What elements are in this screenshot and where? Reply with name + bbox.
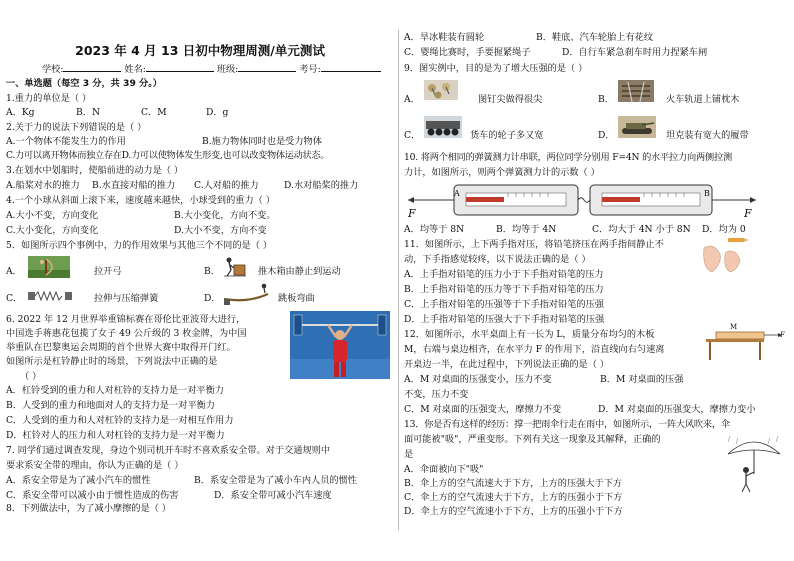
q13-option-a: A．伞面被向下"吸" — [404, 464, 484, 475]
q9-option-a: 图钉尖做得很尖 — [478, 94, 543, 105]
q5-letter-c: C． — [6, 293, 23, 304]
q8-option-a: A．旱冰鞋装有圆轮 — [404, 32, 485, 43]
q3-option-a: A.船桨对水的推力 — [6, 180, 80, 191]
weightlifter-photo — [290, 311, 390, 379]
q7-stem-2: 要求系安全带的理由，你认为正确的是（ ） — [6, 460, 184, 471]
q11-option-d: D．上手指对铅笔的压强大于下手指对铅笔的压强 — [404, 314, 605, 325]
student-info-row — [42, 62, 381, 75]
q9-option-d: 坦克装有宽大的履带 — [666, 130, 749, 141]
number-label: 考号: — [299, 64, 321, 75]
q2-option-b: B.施力物体同时也是受力物体 — [202, 136, 322, 147]
q9-option-b: 火车轨道上铺枕木 — [666, 94, 740, 105]
q7-option-a: A．系安全带是为了减小汽车的惯性 — [6, 475, 151, 486]
scale-b-letter: B — [704, 189, 710, 198]
q9-letter-d: D． — [598, 130, 615, 141]
q9-letter-b: B． — [598, 94, 614, 105]
q2-stem: 2.关于力的说法下列错误的是（ ） — [6, 122, 147, 133]
q8-option-c: C．婴绳比赛时，手要握紧绳子 — [404, 47, 531, 58]
q4-stem: 4.一个小球从斜面上滚下来，速度越来越快，小球受到的重力（ ） — [6, 195, 275, 206]
q11-stem-1: 11．如图所示，上下两手指对压，将铅笔挤压在两手指间静止不 — [404, 239, 664, 250]
column-divider — [398, 30, 399, 530]
q5-option-b: 推木箱由静止到运动 — [258, 266, 341, 277]
q5-stem: 5．如图所示四个事例中，力的作用效果与其他三个不同的是（ ） — [6, 240, 273, 251]
spring-scale-a — [454, 185, 578, 215]
number-blank[interactable] — [321, 62, 381, 72]
q12-stem-3: 开桌边一半，在此过程中，下列说法正确的是（ ） — [404, 359, 610, 370]
q12-option-d: D．M 对桌面的压强变大，摩擦力变小 — [598, 404, 756, 415]
q1-option-d: D．g — [206, 107, 229, 118]
board-label-f: F — [780, 331, 785, 339]
q12-stem-2: M，右端与桌边相齐，在水平力 F 的作用下，沿直线向右匀速离 — [404, 344, 665, 355]
q3-option-b: B.水直接对船的推力 — [92, 180, 176, 191]
q11-option-b: B．上手指对铅笔的压力等于下手指对铅笔的压力 — [404, 284, 604, 295]
name-label: 姓名: — [124, 64, 146, 75]
truck-wheels-image — [424, 116, 462, 138]
class-label: 班级: — [216, 64, 239, 75]
q12-option-c: C．M 对桌面的压强变大，摩擦力不变 — [404, 404, 562, 415]
school-label: 学校: — [42, 64, 64, 75]
q13-option-c: C．伞上方的空气流速大于下方，上方的压强小于下方 — [404, 492, 623, 503]
q6-stem-2: 中国选手蒋惠花包揽了女子 49 公斤级的 3 枚金牌，为中国 — [6, 328, 247, 339]
q10-stem-1: 10. 将两个相同的弹簧测力计串联，两位同学分别用 F=4N 的水平拉力向两侧拉测 — [404, 152, 732, 163]
school-blank[interactable] — [63, 62, 121, 72]
q3-option-d: D.水对船桨的推力 — [284, 180, 359, 191]
q6-option-a: A．杠铃受到的重力和人对杠铃的支持力是一对平衡力 — [6, 385, 224, 396]
thumbtacks-image — [424, 80, 458, 100]
q6-paren: （ ） — [20, 371, 42, 382]
rail-track-image — [618, 80, 654, 102]
q7-stem-1: 7. 同学们通过调查发现，身边个别司机开车时不喜欢系安全带。对于交通规则中 — [6, 445, 331, 456]
q1-option-c: C．M — [141, 107, 167, 118]
q6-stem-3: 举重队在巴黎奥运会周期的首个世界大赛中取得开门红。 — [6, 342, 236, 353]
q7-option-d: D．系安全带可减小汽车速度 — [214, 490, 332, 501]
fingers-pencil-image — [700, 232, 750, 276]
q6-option-d: D．杠铃对人的压力和人对杠铃的支持力是一对平衡力 — [6, 430, 225, 441]
q6-option-b: B．人受到的重力和地面对人的支持力是一对平衡力 — [6, 400, 215, 411]
q9-option-c: 货车的轮子多又宽 — [470, 130, 544, 141]
q13-stem-3: 是 — [404, 449, 414, 460]
scale-a-letter: A — [454, 189, 460, 198]
force-label-right: F — [744, 207, 752, 220]
q1-stem: 1.重力的单位是（ ） — [6, 93, 92, 104]
q11-stem-2: 动，下手指感觉较疼，以下说法正确的是（ ） — [404, 254, 591, 265]
q7-option-c: C．系安全带可以减小由于惯性造成的伤害 — [6, 490, 179, 501]
q6-option-c: C．人受到的重力和人对杠铃的支持力是一对相互作用力 — [6, 415, 234, 426]
q13-option-b: B．伞上方的空气流速大于下方，上方的压强大于下方 — [404, 478, 623, 489]
q2-option-cd: C.力可以离开物体而独立存在D.力可以使物体发生形变,也可以改变物体运动状态。 — [6, 150, 330, 161]
q6-stem-4: 如图所示是杠铃静止时的场景，下列说法中正确的是 — [6, 356, 218, 367]
q10-option-d: D．均为 0 — [702, 224, 746, 235]
board-label-m: M — [730, 323, 738, 331]
q9-letter-a: A． — [404, 94, 420, 105]
q5-letter-a: A． — [6, 266, 22, 277]
push-box-image — [224, 255, 246, 277]
q4-option-a: A.大小不变，方向变化 — [6, 210, 99, 221]
q5-letter-b: B． — [204, 266, 220, 277]
q5-option-c: 拉伸与压缩弹簧 — [94, 293, 159, 304]
q1-option-a: A．Kg — [6, 107, 35, 118]
q11-option-a: A．上手指对铅笔的压力小于下手指对铅笔的压力 — [404, 269, 604, 280]
q13-stem-2: 面可能被"吸"，严重变形。下列有关这一现象及其解释，正确的 — [404, 434, 661, 445]
name-blank[interactable] — [146, 62, 214, 72]
bow-image — [28, 256, 70, 278]
q2-option-a: A.一个物体不能发生力的作用 — [6, 136, 126, 147]
q8-stem: 8．下列做法中，为了减小摩擦的是（ ） — [6, 503, 171, 514]
q1-option-b: B．N — [76, 107, 100, 118]
q9-letter-c: C． — [404, 130, 421, 141]
q4-option-b: B.大小变化，方向不变。 — [174, 210, 276, 221]
q12-option-b: B．M 对桌面的压强 — [600, 374, 684, 385]
q10-option-b: B．均等于 4N — [496, 224, 557, 235]
force-label-left: F — [408, 207, 416, 220]
q8-option-b: B．鞋底、汽车轮胎上有花纹 — [536, 32, 654, 43]
class-blank[interactable] — [238, 62, 296, 72]
q6-stem-1: 6. 2022 年 12 月世界举重锦标赛在哥伦比亚波哥大进行， — [6, 314, 246, 325]
tank-image — [618, 116, 656, 138]
spring-image — [28, 288, 72, 304]
umbrella-image — [724, 436, 784, 494]
diving-board-image — [224, 283, 272, 305]
q5-letter-d: D． — [204, 293, 221, 304]
q13-stem-1: 13．你是否有这样的经历：撑一把雨伞行走在雨中，如图所示，一阵大风吹来，伞 — [404, 419, 730, 430]
q7-option-b: B．系安全带是为了减小车内人员的惯性 — [194, 475, 357, 486]
q4-option-d: D.大小不变，方向不变 — [174, 225, 267, 236]
section-heading: 一、单选题（每空 3 分，共 39 分。） — [6, 78, 162, 89]
q8-option-d: D．自行车紧急刹车时用力捏紧车闸 — [562, 47, 708, 58]
q9-stem: 9．图实例中，目的是为了增大压强的是（ ） — [404, 63, 588, 74]
q3-option-c: C.人对船的推力 — [194, 180, 259, 191]
q5-option-a: 拉开弓 — [94, 266, 122, 277]
q13-option-d: D．伞上方的空气流速小于下方，上方的压强小于下方 — [404, 506, 623, 517]
q10-option-a: A．均等于 8N — [404, 224, 465, 235]
q10-option-c: C．均大于 4N 小于 8N — [592, 224, 691, 235]
q5-option-d: 跳板弯曲 — [278, 293, 315, 304]
spring-scale-b — [590, 185, 712, 215]
q12-stem-1: 12．如图所示，水平桌面上有一长为 L，质量分布均匀的木板 — [404, 329, 655, 340]
q12-option-b-cont: 不变，压力不变 — [404, 389, 469, 400]
q4-option-c: C.大小变化，方向变化 — [6, 225, 99, 236]
board-on-table-diagram — [706, 322, 786, 360]
q12-option-a: A．M 对桌面的压强变小，压力不变 — [404, 374, 552, 385]
page-title: 2023 年 4 月 13 日初中物理周测/单元测试 — [75, 43, 325, 58]
q10-stem-2: 力计，如图所示，则两个弹簧测力计的示数（ ） — [404, 167, 600, 178]
q3-stem: 3.在划水中划船时，使船前进的动力是（ ） — [6, 165, 184, 176]
q11-option-c: C．上手指对铅笔的压强等于下手指对铅笔的压强 — [404, 299, 604, 310]
